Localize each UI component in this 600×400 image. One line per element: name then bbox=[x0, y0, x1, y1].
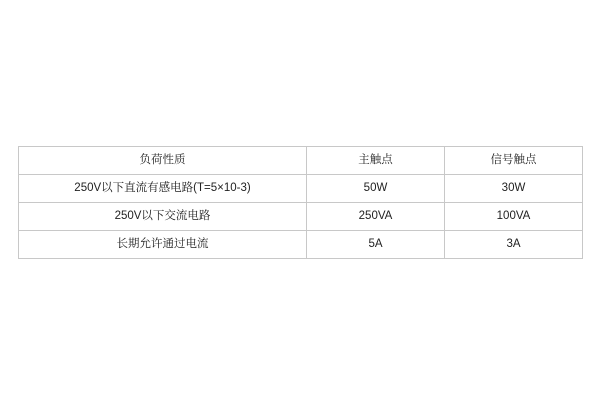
column-header-load-type: 负荷性质 bbox=[19, 147, 307, 175]
cell-main-contact: 250VA bbox=[307, 203, 445, 231]
table-row bbox=[19, 203, 583, 231]
cell-load-type: 250V以下交流电路 bbox=[19, 203, 307, 231]
cell-signal-contact: 100VA bbox=[445, 203, 583, 231]
table-row bbox=[19, 231, 583, 259]
contact-rating-table bbox=[18, 146, 583, 259]
cell-main-contact: 50W bbox=[307, 175, 445, 203]
table-row bbox=[19, 175, 583, 203]
column-header-main-contact: 主触点 bbox=[307, 147, 445, 175]
spec-table-container bbox=[18, 146, 582, 259]
cell-main-contact: 5A bbox=[307, 231, 445, 259]
cell-load-type: 长期允许通过电流 bbox=[19, 231, 307, 259]
cell-load-type: 250V以下直流有感电路(T=5×10-3) bbox=[19, 175, 307, 203]
cell-signal-contact: 3A bbox=[445, 231, 583, 259]
column-header-signal-contact: 信号触点 bbox=[445, 147, 583, 175]
table-header-row bbox=[19, 147, 583, 175]
cell-signal-contact: 30W bbox=[445, 175, 583, 203]
